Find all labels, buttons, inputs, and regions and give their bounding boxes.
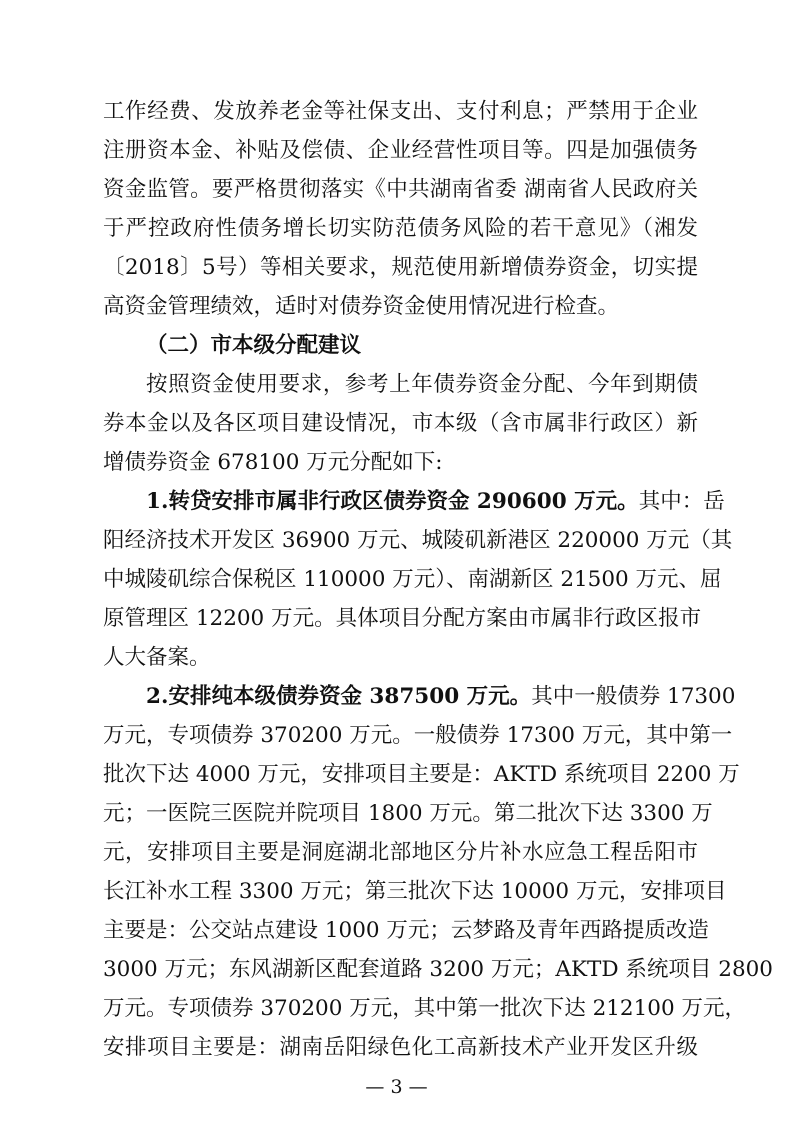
body-line-18: 批次下达 4000 万元，安排项目主要是：AKTD 系统项目 2200 万 [103, 762, 740, 787]
body-line-19: 元；一医院三医院并院项目 1800 万元。第二批次下达 3300 万 [103, 801, 713, 826]
body-line-24: 万元。专项债券 370200 万元，其中第一批次下达 212100 万元， [103, 996, 746, 1021]
body-line-25: 安排项目主要是：湖南岳阳绿色化工高新技术产业开发区升级 [103, 1035, 698, 1060]
body-line-15: 人大备案。 [103, 645, 211, 670]
body-line-2: 注册资本金、补贴及偿债、企业经营性项目等。四是加强债务 [103, 138, 698, 163]
body-line-5: 〔2018〕5号）等相关要求，规范使用新增债券资金，切实提 [103, 255, 698, 280]
body-line-3: 资金监管。要严格贯彻落实《中共湖南省委 湖南省人民政府关 [103, 177, 698, 202]
body-line-12: 阳经济技术开发区 36900 万元、城陵矶新港区 220000 万元（其 [103, 528, 733, 553]
item-2-lead-line [146, 679, 736, 715]
body-line-9: 券本金以及各区项目建设情况，市本级（含市属非行政区）新 [103, 411, 698, 436]
body-line-1: 工作经费、发放养老金等社保支出、支付利息；严禁用于企业 [103, 99, 698, 124]
body-line-4: 于严控政府性债务增长切实防范债务风险的若干意见》（湘发 [103, 216, 698, 241]
body-line-8: 按照资金使用要求，参考上年债券资金分配、今年到期债 [146, 372, 698, 397]
item-2-bold-lead: 2.安排纯本级债券资金 387500 万元。 [146, 684, 532, 709]
body-line-17: 万元，专项债券 370200 万元。一般债券 17300 万元，其中第一 [103, 723, 733, 748]
body-line-23: 3000 万元；东风湖新区配套道路 3200 万元；AKTD 系统项目 2800 [103, 957, 773, 982]
item-1-bold-lead: 1.转贷安排市属非行政区债券资金 290600 万元。 [146, 489, 639, 514]
body-line-10: 增债券资金 678100 万元分配如下: [103, 450, 443, 475]
item-1-lead-rest: 其中：岳 [638, 489, 725, 514]
body-line-13: 中城陵矶综合保税区 110000 万元）、南湖新区 21500 万元、屈 [103, 567, 722, 592]
body-line-21: 长江补水工程 3300 万元；第三批次下达 10000 万元，安排项目 [103, 879, 727, 904]
page-number: — 3 — [365, 1076, 428, 1098]
body-line-6: 高资金管理绩效，适时对债券资金使用情况进行检查。 [103, 294, 620, 319]
item-2-lead-rest: 其中一般债券 17300 [531, 684, 736, 709]
body-line-22: 主要是：公交站点建设 1000 万元；云梦路及青年西路提质改造 [103, 918, 709, 943]
body-line-14: 原管理区 12200 万元。具体项目分配方案由市属非行政区报市 [103, 606, 702, 631]
section-heading: （二）市本级分配建议 [146, 333, 362, 358]
item-1-lead-line [146, 484, 725, 520]
body-line-20: 元，安排项目主要是洞庭湖北部地区分片补水应急工程岳阳市 [103, 840, 698, 865]
